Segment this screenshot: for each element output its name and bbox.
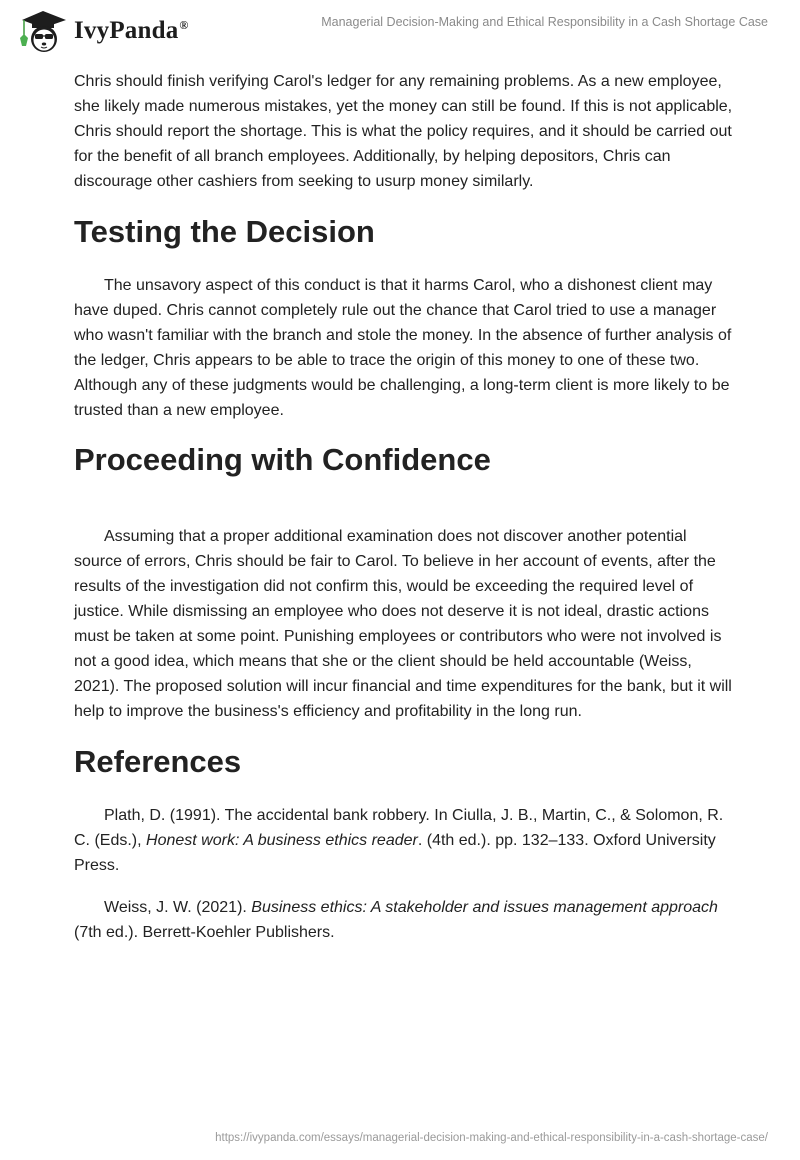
testing-paragraph: The unsavory aspect of this conduct is that it harms Carol, who a dishonest client may have duped. Chris cannot completely rule out the chance that Carol tried to use a manager who wasn't familiar with the branch and stole the money. In the absence of further analysis of the ledger, Chris appears to be able to trace the origin of this money to one of these two. Although any of these judgments would be challenging, a long-term client is more likely to be trusted than a new employee. [74, 277, 732, 419]
reference-item: Plath, D. (1991). The accidental bank robbery. In Ciulla, J. B., Martin, C., & Solomon, R. C. (Eds.), Honest work: A business ethics reader. (4th ed.). pp. 132–133. Oxford University Press. [74, 807, 724, 874]
proceeding-section [74, 524, 734, 724]
document-title: Managerial Decision-Making and Ethical Responsibility in a Cash Shortage Case [321, 15, 768, 29]
references-list [74, 803, 734, 962]
heading-testing-the-decision: Testing the Decision [74, 214, 375, 249]
heading-proceeding-with-confidence: Proceeding with Confidence [74, 442, 491, 477]
registered-mark: ® [179, 17, 189, 32]
ivypanda-logo[interactable] [16, 8, 189, 54]
panda-graduate-icon [16, 8, 70, 54]
logo-wordmark: IvyPanda® [74, 17, 189, 44]
intro-section [74, 69, 734, 194]
intro-paragraph: Chris should finish verifying Carol's ledger for any remaining problems. As a new employee, she likely made numerous mistakes, yet the money can still be found. If this is not applicable, Chris should report the shortage. This is what the policy requires, and it should be carried out for the benefit of all branch employees. Additionally, by helping depositors, Chris can discourage other cashiers from seeking to usurp money similarly. [74, 73, 733, 190]
reference-item: Weiss, J. W. (2021). Business ethics: A stakeholder and issues management approach (7th ed.). Berrett-Koehler Publishers. [74, 899, 718, 941]
page-header [0, 0, 800, 60]
testing-section [74, 273, 734, 423]
heading-references: References [74, 744, 242, 779]
proceeding-paragraph: Assuming that a proper additional examination does not discover another potential source of errors, Chris should be fair to Carol. To believe in her account of events, after the results of the investigation did not confirm this, would be exceeding the required level of justice. While dismissing an employee who does not deserve it is not ideal, drastic actions must be taken at some point. Punishing employees or contributors who were not involved is not a good idea, which means that she or the client should be held accountable (Weiss, 2021). The proposed solution will incur financial and time expenditures for the bank, but it will help to improve the business's efficiency and profitability in the long run. [74, 528, 732, 720]
source-url[interactable]: https://ivypanda.com/essays/managerial-decision-making-and-ethical-responsibility-in-a-cash-shortage-case/ [215, 1132, 768, 1144]
